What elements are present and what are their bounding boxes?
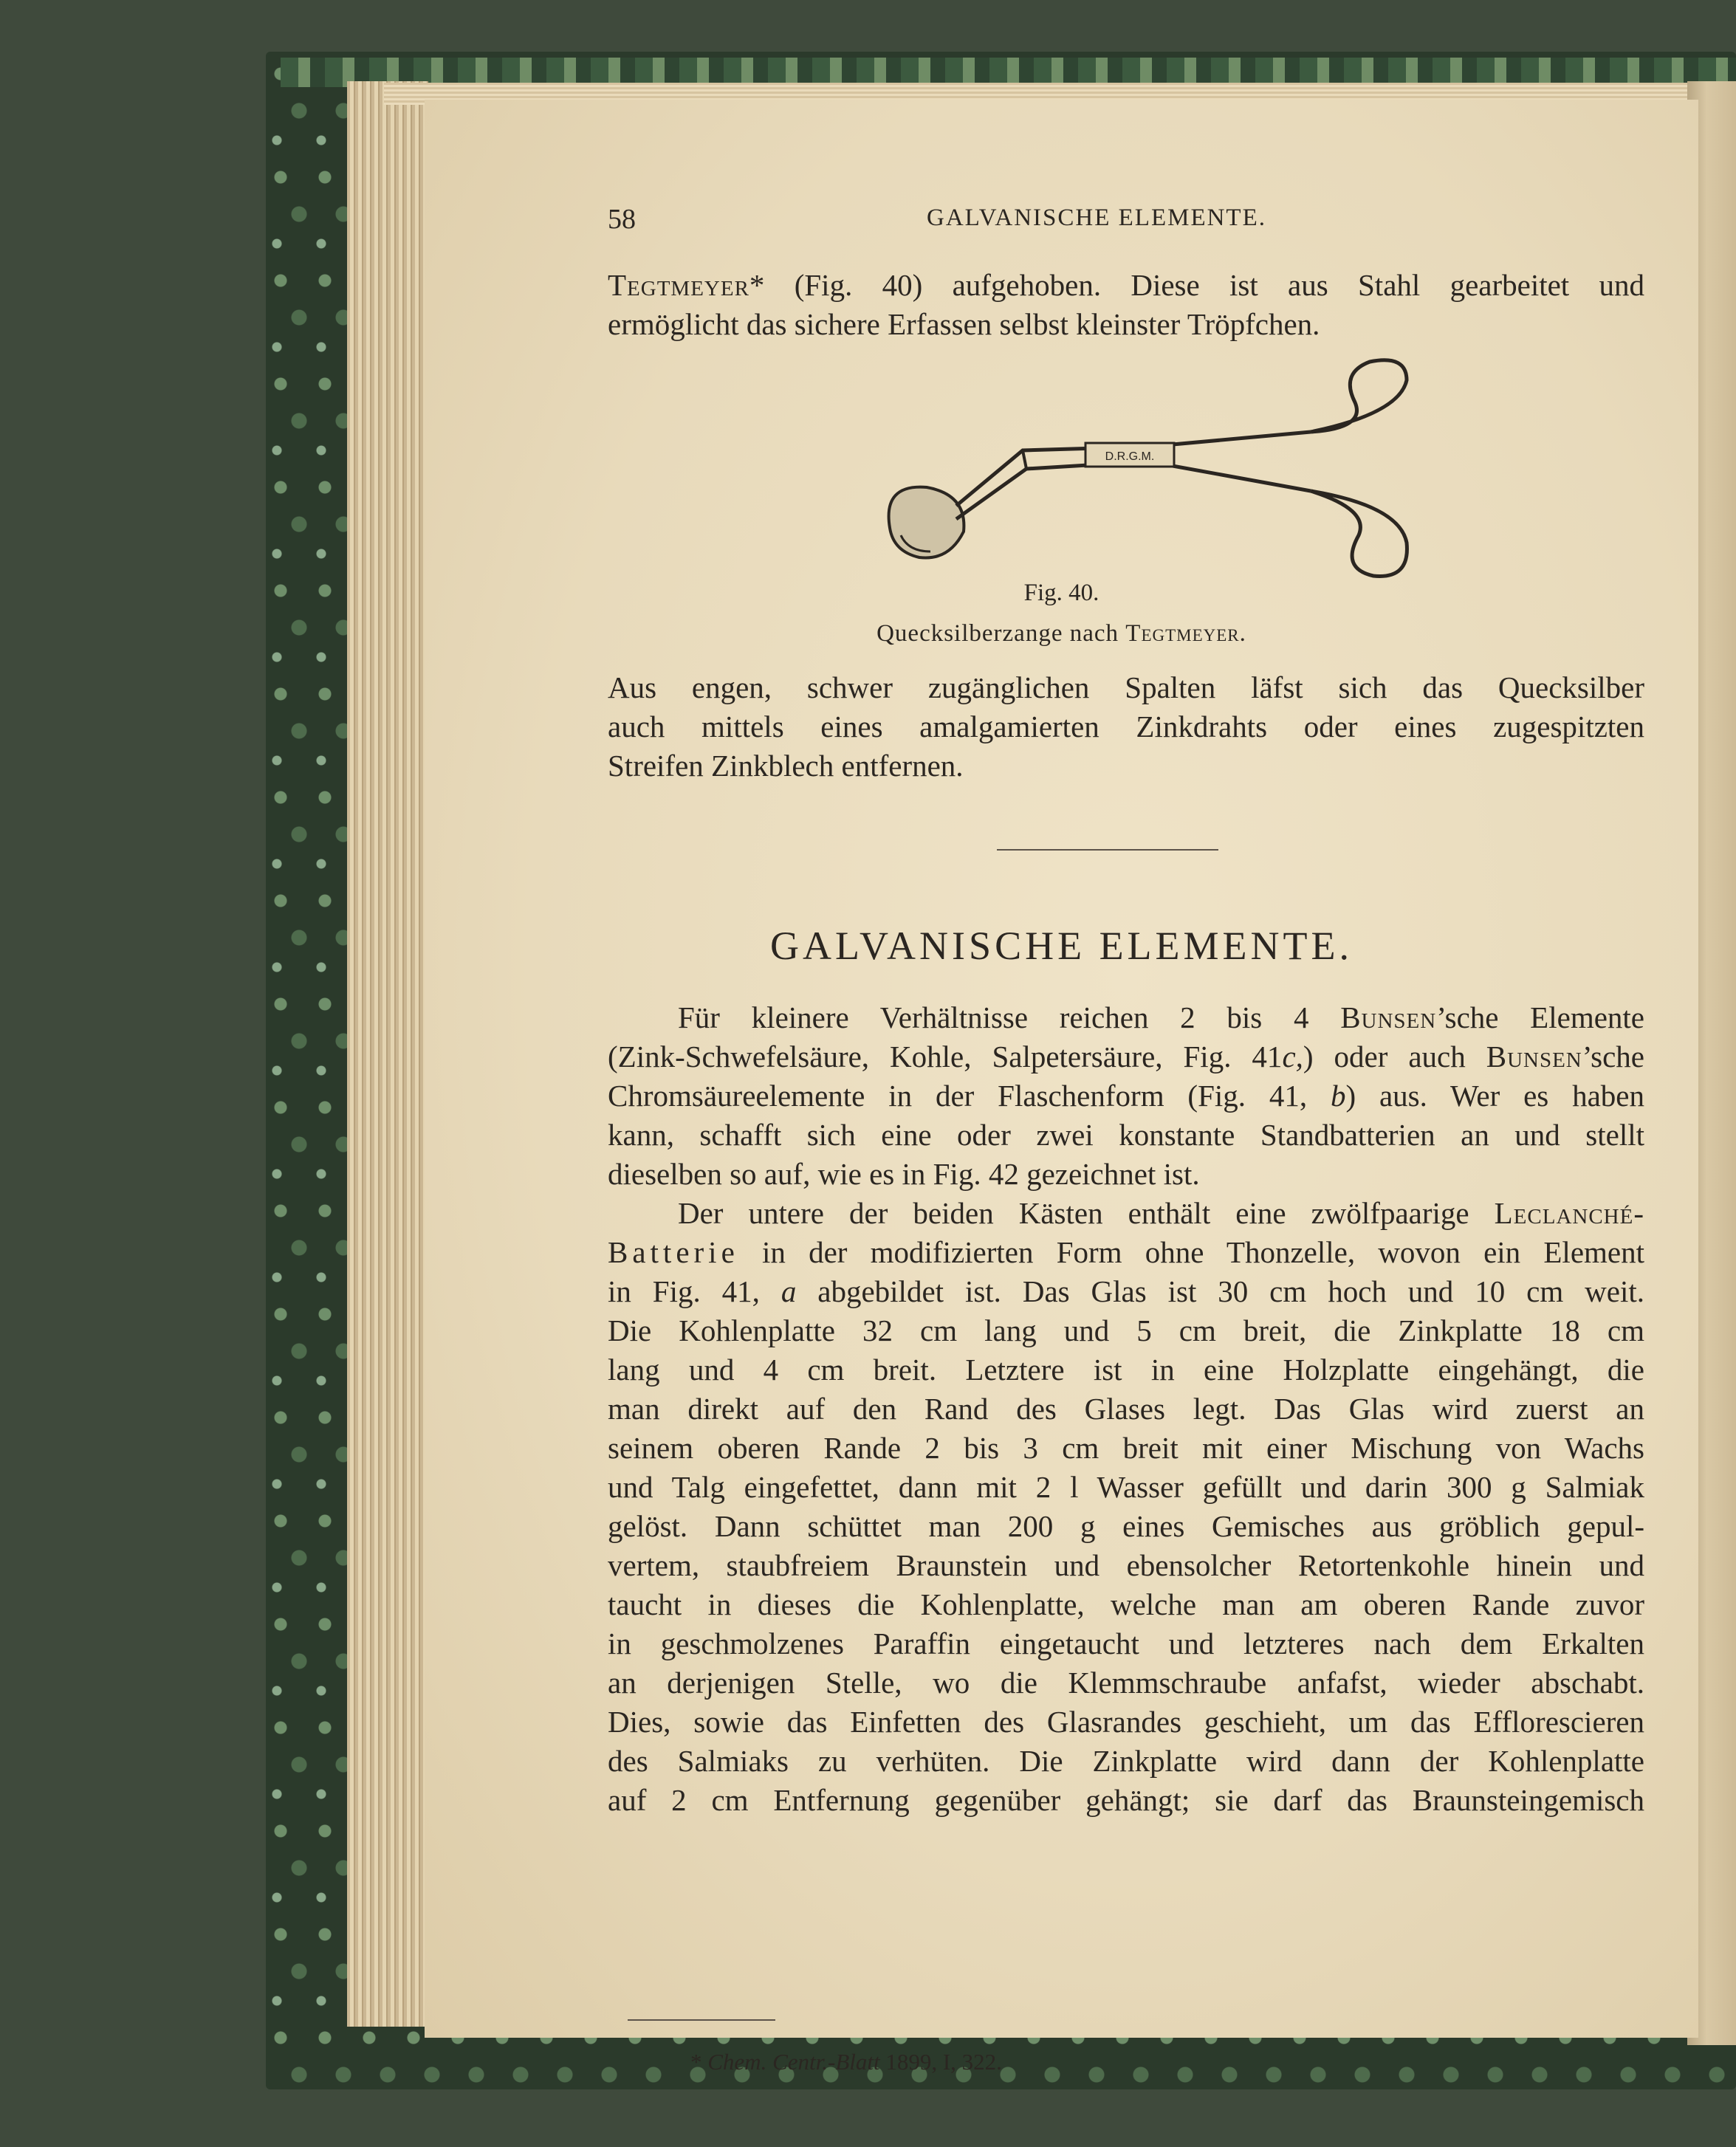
text-line (608, 1272, 1644, 1311)
text-line: Streifen Zinkblech entfernen. (608, 749, 964, 783)
text-line: dieselben so auf, wie es in Fig. 42 gezeichnet ist. (608, 1157, 1200, 1191)
text-span: Chromsäureelemente in der Flaschenform (Fig. 41, (608, 1079, 1331, 1113)
text-line (608, 1076, 1644, 1116)
text-line: Aus engen, schwer zugänglichen Spalten läfst sich das Quecksilber (608, 670, 1644, 704)
text-span: in Fig. 41, (608, 1274, 781, 1308)
text-line (608, 998, 1644, 1037)
author-name: Tegtmeyer (608, 268, 749, 302)
page-header (425, 203, 1698, 233)
text-line: taucht in dieses die Kohlenplatte, welche man am oberen Rande zuvor (608, 1587, 1644, 1621)
text-line (608, 1037, 1644, 1076)
text-line (608, 1194, 1644, 1233)
text-line: vertem, staubfreiem Braunstein und ebensolcher Retortenkohle hinein und (608, 1548, 1644, 1582)
text-span: Für kleinere Verhältnisse reichen 2 bis 4 (678, 1000, 1341, 1034)
text-span: c, (1282, 1040, 1303, 1074)
author-name: Bunsen (1486, 1040, 1582, 1074)
text-line (608, 1233, 1644, 1272)
text-line: seinem oberen Rande 2 bis 3 cm breit mit einer Mischung von Wachs (608, 1431, 1644, 1465)
page-number: 58 (608, 204, 636, 235)
text-span: Der untere der beiden Kästen enthält eine zwölfpaarige (678, 1196, 1495, 1230)
text-line: gelöst. Dann schüttet man 200 g eines Gemisches aus gröblich gepul- (608, 1509, 1644, 1543)
text-line: des Salmiaks zu verhüten. Die Zinkplatte wird dann der Kohlenplatte (608, 1744, 1644, 1778)
text-span: in der modifizierten Form ohne Thonzelle, wovon ein Element (738, 1235, 1644, 1269)
text-span: (Zink-Schwefelsäure, Kohle, Salpetersäure, Fig. 41 (608, 1040, 1283, 1074)
running-head: GALVANISCHE ELEMENTE. (927, 205, 1266, 231)
text-span: * (Fig. 40) aufgehoben. Diese ist aus Stahl gearbeitet und (749, 268, 1644, 302)
figure-number: Fig. 40. (1023, 580, 1099, 606)
author-name: Bunsen (1340, 1000, 1437, 1034)
author-name: Leclanché- (1494, 1196, 1644, 1230)
text-line: man direkt auf den Rand des Glases legt. Das Glas wird zuerst an (608, 1392, 1644, 1426)
text-span: b (1330, 1079, 1346, 1113)
stamp-text: D.R.G.M. (1105, 450, 1155, 463)
figure-caption (425, 620, 1698, 647)
caption-author: Tegtmeyer. (1125, 620, 1246, 647)
text-span: ) oder auch (1303, 1040, 1486, 1074)
text-line: auch mittels eines amalgamierten Zinkdrahts oder eines zugespitzten (608, 710, 1644, 743)
footnote-reference: 1899, I, 322. (879, 2049, 1002, 2075)
footnote-rule (628, 2019, 775, 2021)
text-line: lang und 4 cm breit. Letztere ist in eine Holzplatte eingehängt, die (608, 1353, 1644, 1387)
book-page (425, 100, 1698, 2075)
mercury-paragraph (608, 668, 1644, 786)
text-line: Dies, sowie das Einfetten des Glasrandes geschieht, um das Efflorescieren (608, 1705, 1644, 1739)
text-line: in geschmolzenes Paraffin eingetaucht und letzteres nach dem Erkalten (608, 1626, 1644, 1660)
section-title: GALVANISCHE ELEMENTE. (770, 924, 1353, 968)
text-line: Die Kohlenplatte 32 cm lang und 5 cm breit, die Zinkplatte 18 cm (608, 1313, 1644, 1347)
text-span: ) aus. Wer es haben (1345, 1079, 1645, 1113)
page-edges (347, 81, 428, 2027)
caption-text: Quecksilberzange nach (876, 620, 1126, 647)
text-line: an derjenigen Stelle, wo die Klemmschraube anfafst, wieder abschabt. (608, 1666, 1644, 1700)
leclanche-paragraph (608, 1194, 1644, 1820)
text-line: ermöglicht das sichere Erfassen selbst kleinster Tröpfchen. (608, 307, 1320, 341)
footnote (690, 2049, 1002, 2075)
text-line: auf 2 cm Entfernung gegenüber gehängt; sie darf das Braunsteingemisch (608, 1783, 1644, 1817)
text-span: ’sche Elemente (1436, 1000, 1644, 1034)
intro-paragraph (608, 266, 1644, 344)
text-line: und Talg eingefettet, dann mit 2 l Wasser gefüllt und darin 300 g Salmiak (608, 1470, 1644, 1504)
text-span: a (780, 1274, 797, 1308)
spaced-word: Batterie (608, 1235, 739, 1269)
footnote-source: Chem. Centr.-Blatt (707, 2049, 880, 2075)
mercury-forceps-illustration (838, 358, 1429, 594)
text-line: kann, schafft sich eine oder zwei konstante Standbatterien an und stellt (608, 1118, 1644, 1152)
text-span: ’sche (1582, 1040, 1644, 1074)
text-line (608, 266, 1644, 305)
footnote-marker: * (690, 2049, 708, 2075)
section-divider (997, 849, 1218, 851)
text-span: abgebildet ist. Das Glas ist 30 cm hoch und 10 cm weit. (796, 1274, 1644, 1308)
bunsen-paragraph (608, 998, 1644, 1194)
